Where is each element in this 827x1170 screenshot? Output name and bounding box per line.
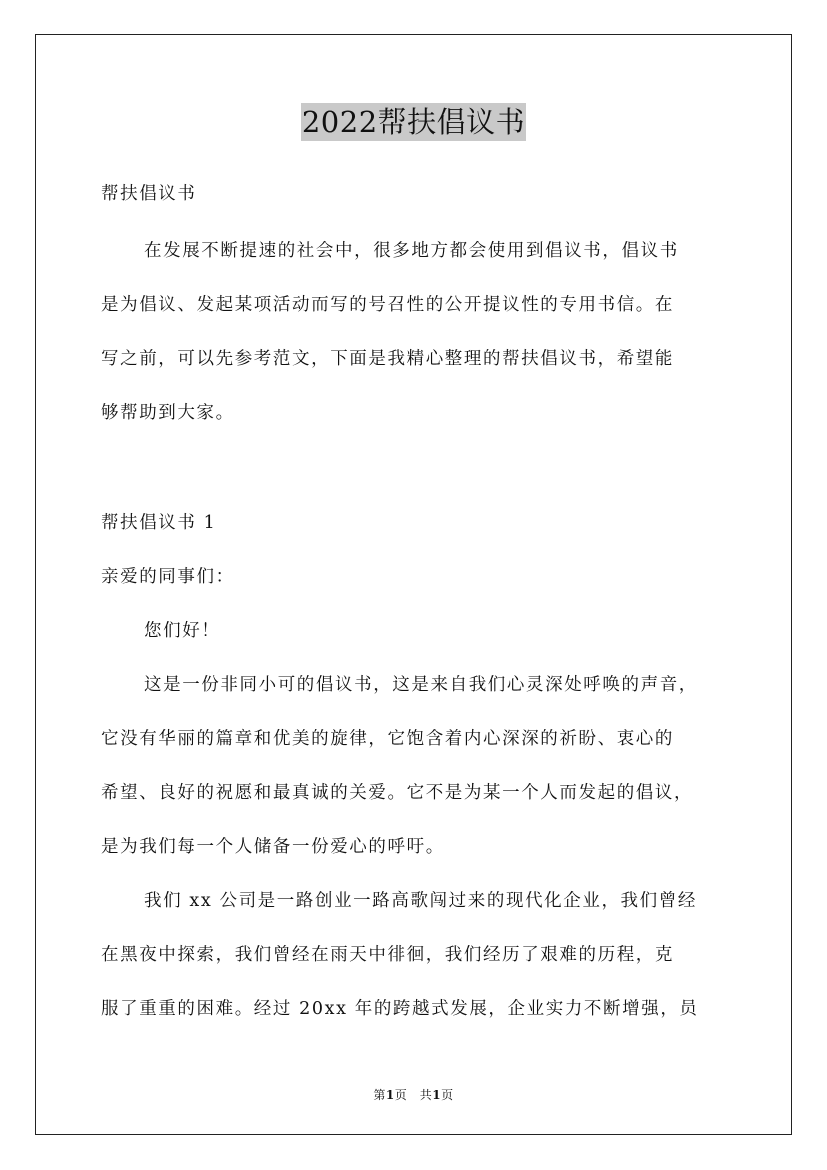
page-label-suffix: 页 (441, 1088, 454, 1102)
page-total: 1 (432, 1088, 442, 1102)
paragraph-line: 服了重重的困难。经过 20xx 年的跨越式发展，企业实力不断增强，员 (101, 999, 699, 1019)
greeting: 您们好！ (144, 621, 221, 641)
page-label-mid: 页 共 (394, 1088, 433, 1102)
section-heading: 帮扶倡议书 1 (101, 513, 217, 533)
page-footer (0, 1086, 827, 1103)
paragraph-line: 它没有华丽的篇章和优美的旋律，它饱含着内心深深的祈盼、衷心的 (101, 729, 674, 749)
intro-line: 在发展不断提速的社会中，很多地方都会使用到倡议书，倡议书 (144, 241, 679, 261)
paragraph-line: 在黑夜中探索，我们曾经在雨天中徘徊，我们经历了艰难的历程，克 (101, 945, 674, 965)
title-container (0, 103, 827, 141)
page-current: 1 (385, 1088, 395, 1102)
intro-line: 写之前，可以先参考范文，下面是我精心整理的帮扶倡议书，希望能 (101, 349, 674, 369)
salutation: 亲爱的同事们： (101, 567, 235, 587)
paragraph-line: 这是一份非同小可的倡议书，这是来自我们心灵深处呼唤的声音， (144, 675, 698, 695)
intro-line: 是为倡议、发起某项活动而写的号召性的公开提议性的专用书信。在 (101, 295, 674, 315)
page-label-prefix: 第 (373, 1088, 386, 1102)
paragraph-line: 是为我们每一个人储备一份爱心的呼吁。 (101, 837, 445, 857)
paragraph-line: 我们 xx 公司是一路创业一路高歌闯过来的现代化企业，我们曾经 (144, 891, 697, 911)
document-title: 2022帮扶倡议书 (301, 105, 526, 139)
document-subtitle: 帮扶倡议书 (101, 184, 197, 204)
paragraph-line: 希望、良好的祝愿和最真诚的关爱。它不是为某一个人而发起的倡议， (101, 783, 694, 803)
intro-line: 够帮助到大家。 (101, 403, 235, 423)
